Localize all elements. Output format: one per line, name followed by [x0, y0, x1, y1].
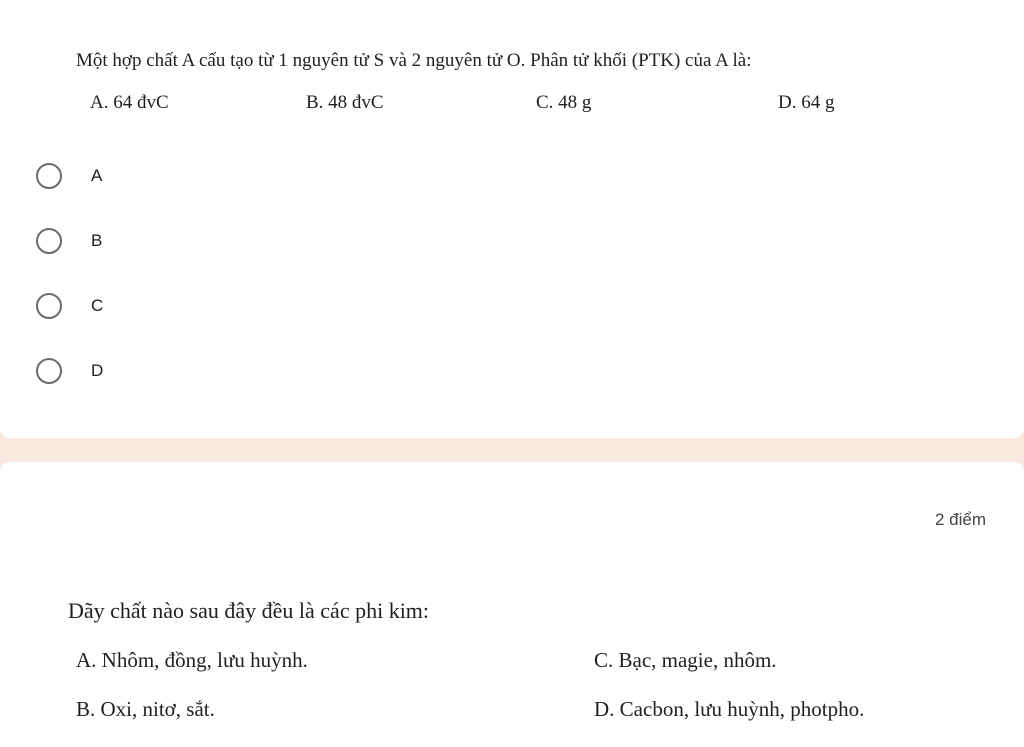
- question-2-option-d-text: D. Cacbon, lưu huỳnh, photpho.: [594, 697, 865, 721]
- question-1-option-a-text: A. 64 đvC: [90, 92, 169, 113]
- choice-c-label: C: [91, 296, 104, 315]
- question-2-option-c-text: C. Bạc, magie, nhôm.: [594, 648, 777, 672]
- question-1-option-c-text: C. 48 g: [536, 92, 592, 113]
- choice-b[interactable]: [36, 224, 102, 258]
- radio-circle-icon[interactable]: [36, 358, 62, 384]
- question-1-option-b-text: B. 48 đvC: [306, 92, 384, 113]
- question-2-option-b-text: B. Oxi, nitơ, sắt.: [76, 697, 215, 721]
- radio-circle-icon[interactable]: [36, 228, 62, 254]
- question-2-text: Dãy chất nào sau đây đều là các phi kim:: [68, 598, 430, 623]
- radio-circle-icon[interactable]: [36, 293, 62, 319]
- radio-circle-icon[interactable]: [36, 163, 62, 189]
- question-1-option-d-text: D. 64 g: [778, 92, 835, 113]
- question-1-text: Một hợp chất A cấu tạo từ 1 nguyên tử S và 2 nguyên tử O. Phân tử khối (PTK) của A là:: [76, 50, 752, 71]
- choice-a[interactable]: [36, 159, 102, 193]
- choice-d-label: D: [91, 361, 104, 380]
- choice-c[interactable]: [36, 289, 103, 323]
- choice-b-label: B: [91, 231, 103, 250]
- choice-a-label: A: [91, 166, 103, 185]
- points-badge: 2 điểm: [934, 510, 986, 529]
- choice-d[interactable]: [36, 354, 103, 388]
- question-2-option-a-text: A. Nhôm, đồng, lưu huỳnh.: [76, 648, 308, 672]
